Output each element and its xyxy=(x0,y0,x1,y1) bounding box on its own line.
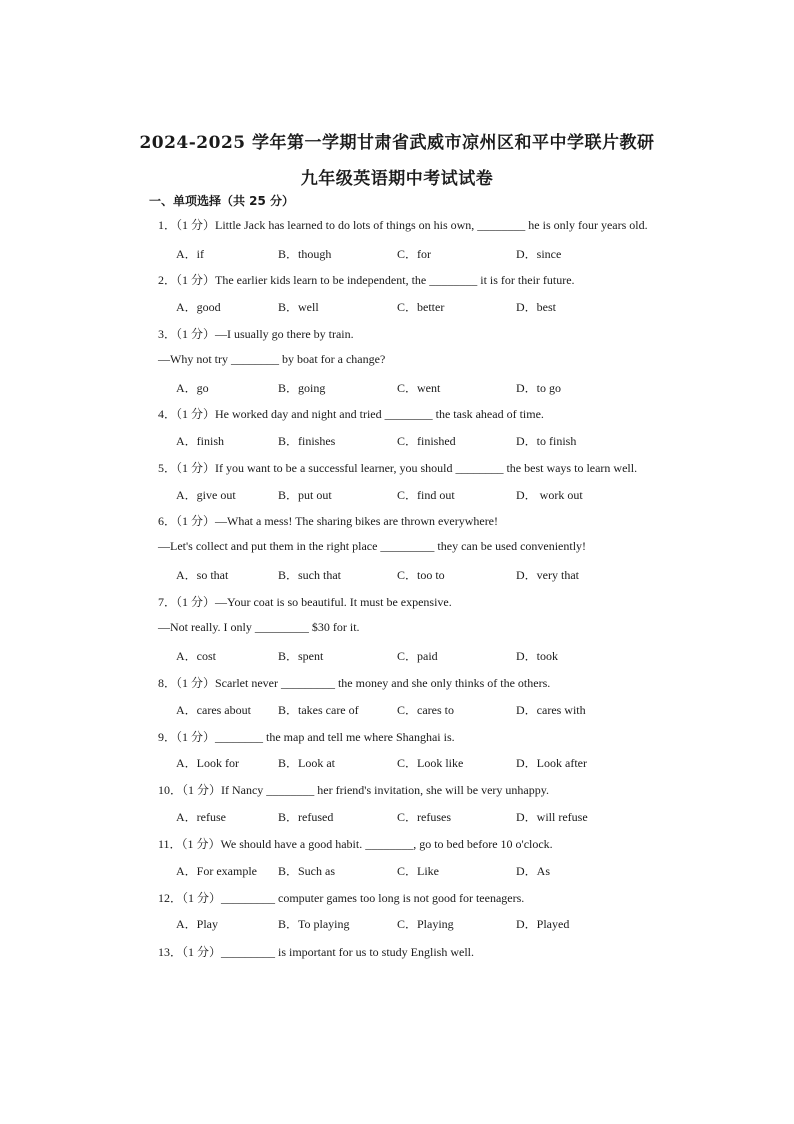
option-d: D．will refuse xyxy=(516,810,588,824)
option-c: C．went xyxy=(397,381,441,395)
question-stem: 12．（1 分）_________ computer games too long is not good for teenagers. xyxy=(158,891,525,905)
option-b: B．such that xyxy=(278,568,341,582)
question-stem: 11．（1 分）We should have a good habit. ________, go to bed before 10 o'clock. xyxy=(158,837,553,851)
question-stem: 10．（1 分）If Nancy ________ her friend's invitation, she will be very unhappy. xyxy=(158,783,549,797)
option-a: A．refuse xyxy=(176,810,226,824)
option-b: B．finishes xyxy=(278,434,336,448)
option-a: A．cost xyxy=(176,649,216,663)
option-a: A．good xyxy=(176,300,221,314)
option-b: B．though xyxy=(278,247,332,261)
option-a: A．For example xyxy=(176,864,257,878)
option-a: A．give out xyxy=(176,488,236,502)
option-c: C．Look like xyxy=(397,756,464,770)
section-heading: 一、单项选择（共 25 分） xyxy=(149,194,295,208)
option-b: B．well xyxy=(278,300,319,314)
option-c: C．for xyxy=(397,247,431,261)
question-stem: 7．（1 分）—Your coat is so beautiful. It must be expensive. xyxy=(158,595,452,609)
option-c: C．too to xyxy=(397,568,445,582)
option-c: C．Like xyxy=(397,864,439,878)
question-stem: 4．（1 分）He worked day and night and tried ________ the task ahead of time. xyxy=(158,407,544,421)
option-b: B．Look at xyxy=(278,756,335,770)
exam-title-line2: 九年级英语期中考试试卷 xyxy=(300,169,494,189)
option-c: C．better xyxy=(397,300,445,314)
option-c: C．find out xyxy=(397,488,455,502)
option-b: B．To playing xyxy=(278,917,350,931)
option-a: A．so that xyxy=(176,568,229,582)
option-c: C．cares to xyxy=(397,703,454,717)
option-c: C．refuses xyxy=(397,810,451,824)
option-d: D． work out xyxy=(516,488,583,502)
question-stem: 1．（1 分）Little Jack has learned to do lots of things on his own, ________ he is only four years old. xyxy=(158,218,648,232)
option-d: D．to finish xyxy=(516,434,577,448)
option-c: C．finished xyxy=(397,434,456,448)
option-d: D．to go xyxy=(516,381,562,395)
question-stem: 5．（1 分）If you want to be a successful learner, you should ________ the best ways to learn well. xyxy=(158,461,638,475)
question-stem: 13．（1 分）_________ is important for us to study English well. xyxy=(158,945,474,959)
option-d: D．Look after xyxy=(516,756,587,770)
option-a: A．cares about xyxy=(176,703,251,717)
option-b: B．put out xyxy=(278,488,332,502)
option-b: B．Such as xyxy=(278,864,336,878)
option-b: B．takes care of xyxy=(278,703,359,717)
option-a: A．go xyxy=(176,381,209,395)
option-a: A．Look for xyxy=(176,756,239,770)
option-b: B．spent xyxy=(278,649,324,663)
option-d: D．took xyxy=(516,649,559,663)
question-stem: 2．（1 分）The earlier kids learn to be independent, the ________ it is for their future. xyxy=(158,273,575,287)
option-b: B．going xyxy=(278,381,326,395)
question-stem: 6．（1 分）—What a mess! The sharing bikes are thrown everywhere! xyxy=(158,514,499,528)
option-d: D．As xyxy=(516,864,551,878)
question-dialogue-line: —Let's collect and put them in the right place _________ they can be used conveniently! xyxy=(158,539,587,553)
option-b: B．refused xyxy=(278,810,334,824)
question-dialogue-line: —Why not try ________ by boat for a change? xyxy=(158,352,386,366)
option-d: D．Played xyxy=(516,917,570,931)
exam-title-line1: 2024-2025 学年第一学期甘肃省武威市凉州区和平中学联片教研 xyxy=(139,133,655,153)
option-d: D．since xyxy=(516,247,562,261)
option-c: C．Playing xyxy=(397,917,454,931)
option-a: A．finish xyxy=(176,434,225,448)
option-d: D．very that xyxy=(516,568,579,582)
question-stem: 9．（1 分）________ the map and tell me where Shanghai is. xyxy=(158,730,455,744)
option-a: A．Play xyxy=(176,917,219,931)
option-d: D．best xyxy=(516,300,556,314)
option-a: A．if xyxy=(176,247,204,261)
question-dialogue-line: —Not really. I only _________ $30 for it. xyxy=(158,620,360,634)
question-stem: 8．（1 分）Scarlet never _________ the money and she only thinks of the others. xyxy=(158,676,551,690)
question-stem: 3．（1 分）—I usually go there by train. xyxy=(158,327,354,341)
option-c: C．paid xyxy=(397,649,438,663)
option-d: D．cares with xyxy=(516,703,586,717)
